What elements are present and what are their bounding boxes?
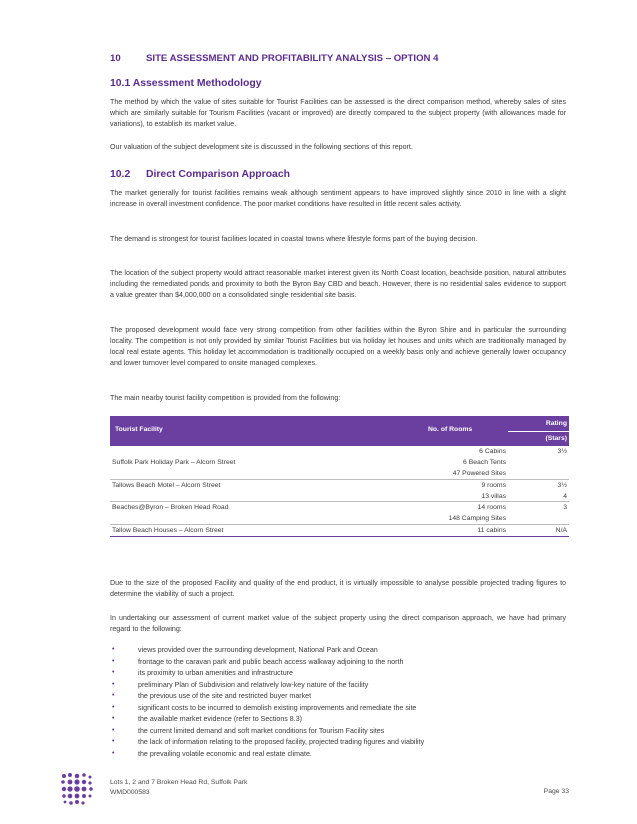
list-item: [110, 692, 570, 704]
footer-address: Lots 1, 2 and 7 Broken Head Rd, Suffolk Park: [110, 779, 248, 786]
paragraph-demand: The demand is strongest for tourist facilities located in coastal towns where lifestyle forms part of the buying decision.: [110, 235, 478, 243]
paragraph-viability: Due to the size of the proposed Facility and quality of the end product, it is virtually impossible to analyse possible projected trading figures to determine the viability of such a project.: [110, 579, 566, 598]
subsection-number: 10.1: [110, 78, 131, 89]
bullet-icon: •: [112, 715, 115, 723]
subsection-heading-10-1: [110, 78, 262, 89]
table-row: [110, 480, 569, 491]
header-rating: Rating: [545, 420, 567, 427]
header-divider: [508, 431, 569, 432]
section-heading: [110, 53, 438, 64]
list-item: [110, 669, 570, 681]
cell-rating: N/A: [555, 527, 567, 535]
table-row: [110, 468, 569, 479]
list-item: [110, 727, 570, 739]
list-item-text: its proximity to urban amenities and infrastructure: [138, 669, 293, 678]
table-bottom-rule: [110, 536, 569, 537]
company-logo: [60, 772, 94, 806]
cell-facility: Suffolk Park Holiday Park – Alcorn Street: [112, 458, 236, 466]
bullet-icon: •: [112, 749, 115, 757]
list-item: [110, 646, 570, 658]
table-header: [110, 416, 569, 446]
bullet-icon: •: [112, 703, 115, 711]
bullet-icon: •: [112, 680, 115, 688]
paragraph-assessment-regard: In undertaking our assessment of current market value of the subject property using the direct comparison approach, we have had primary regard to the following:: [110, 614, 566, 633]
bullet-icon: •: [112, 669, 115, 677]
subsection-number: 10.2: [110, 169, 131, 180]
bullet-icon: •: [112, 726, 115, 734]
paragraph-valuation-intro: Our valuation of the subject development site is discussed in the following sections of this report.: [110, 143, 413, 151]
cell-rooms: 14 rooms: [477, 504, 506, 512]
cell-rating: 3½: [557, 448, 567, 455]
subsection-title: Direct Comparison Approach: [146, 169, 290, 180]
cell-rooms: 6 Beach Tents: [463, 458, 506, 466]
table-row: [110, 502, 569, 513]
bullet-icon: •: [112, 738, 115, 746]
header-facility: Tourist Facility: [115, 426, 163, 433]
list-item-text: the available market evidence (refer to Sections 8.3): [138, 715, 303, 724]
bullet-icon: •: [112, 692, 115, 700]
paragraph-location: The location of the subject property would attract reasonable market interest given its North Coast location, beachside position, natural attributes including the remediated ponds and proximity to both the Byron Bay CBD and beach. However, there is no residential sales evidence to support a value greater than $4,000,000 on a consolidated single residential site basis.: [110, 269, 566, 299]
cell-facility: Tallow Beach Houses – Alcorn Street: [112, 527, 224, 535]
header-rooms: No. of Rooms: [428, 426, 473, 433]
paragraph-competition-intro: The main nearby tourist facility competition is provided from the following:: [110, 394, 341, 402]
list-item: [110, 704, 570, 716]
competition-table: [110, 416, 569, 537]
cell-rooms: 47 Powered Sites: [452, 469, 506, 477]
list-item: [110, 658, 570, 670]
paragraph-methodology: The method by which the value of sites suitable for Tourist Facilities can be assessed is the direct comparison method, whereby sales of sites which are similarly suitable for Tourism Facilities (vacant or improved) are directly compared to the subject property (with allowances made for variations), to establish its market value.: [110, 98, 566, 128]
cell-rating: 3½: [557, 481, 567, 489]
cell-rooms: 13 villas: [481, 492, 506, 500]
cell-rooms: 9 rooms: [481, 481, 506, 489]
table-row: [110, 513, 569, 524]
paragraph-competition: The proposed development would face very strong competition from other facilities within the Byron Shire and in particular the surrounding locality. The competition is not only provided by similar Tourist Facilities but via holiday let houses and units which are traditionally managed by local real estate agents. This holiday let accommodation is traditionally occupied on a weekly basis only and achieve generally lower occupancy and lower turnover level compared to onsite managed complexes.: [110, 326, 566, 367]
cell-rooms: 148 Camping Sites: [448, 515, 506, 523]
cell-rating: 3: [563, 504, 567, 512]
list-item-text: the current limited demand and soft market conditions for Tourism Facility sites: [138, 726, 385, 735]
table-row: [110, 457, 569, 468]
table-row: [110, 446, 569, 457]
cell-facility: Beaches@Byron – Broken Head Road: [112, 504, 229, 512]
list-item: [110, 681, 570, 693]
list-item-text: the prevailing volatile economic and real estate climate.: [138, 749, 312, 758]
footer-address-block: [110, 778, 247, 798]
bullet-icon: •: [112, 646, 115, 653]
subsection-heading-10-2: [110, 169, 290, 180]
table-row: [110, 491, 569, 502]
section-number: 10: [110, 53, 121, 64]
list-item-text: significant costs to be incurred to demolish existing improvements and remediate the site: [138, 703, 417, 712]
list-item-text: views provided over the surrounding development, National Park and Ocean: [138, 646, 378, 654]
list-item: [110, 738, 570, 750]
list-item-text: preliminary Plan of Subdivision and relatively low-key nature of the facility: [138, 680, 369, 689]
table-row: [110, 525, 569, 536]
section-title: SITE ASSESSMENT AND PROFITABILITY ANALYSIS – OPTION 4: [146, 53, 439, 64]
cell-facility: Tallows Beach Motel – Alcorn Street: [112, 481, 221, 489]
list-item-text: frontage to the caravan park and public beach access walkway adjoining to the north: [138, 657, 404, 666]
list-item-text: the lack of information relating to the proposed facility, projected trading figures and viability: [138, 738, 425, 747]
list-item: [110, 715, 570, 727]
bullet-icon: •: [112, 657, 115, 665]
list-item: [110, 750, 570, 762]
cell-rooms: 11 cabins: [477, 527, 506, 535]
cell-rating: 4: [563, 492, 567, 500]
footer-reference: WMD000583: [110, 789, 150, 796]
list-item-text: the previous use of the site and restricted buyer market: [138, 692, 312, 701]
considerations-list: [110, 646, 570, 761]
cell-rooms: 6 Cabins: [479, 448, 506, 455]
paragraph-market: The market generally for tourist facilities remains weak although sentiment appears to have improved slightly since 2010 in line with a slight increase in overall investment confidence. The poor market conditions have resulted in little recent sales activity.: [110, 189, 566, 208]
page-number: Page 33: [543, 788, 569, 795]
table-body: [110, 446, 569, 536]
header-stars: (Stars): [545, 435, 567, 442]
subsection-title: Assessment Methodology: [132, 78, 262, 89]
